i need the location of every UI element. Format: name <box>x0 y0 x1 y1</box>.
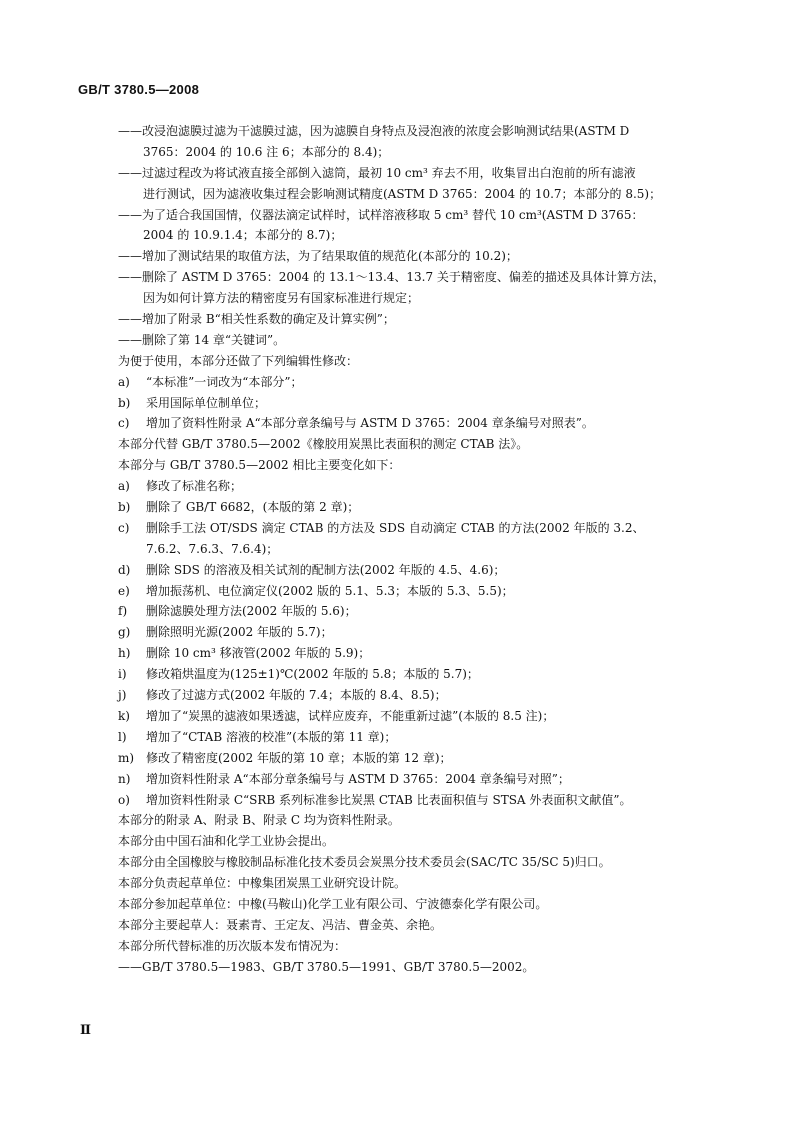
list-marker: k) <box>118 708 130 723</box>
change-item-line: 因为如何计算方法的精密度另有国家标准进行规定； <box>143 291 420 306</box>
replace-statement: 本部分代替 GB/T 3780.5—2002《橡胶用炭黑比表面积的测定 CTAB 法》。 <box>118 437 529 452</box>
list-marker: b) <box>118 395 131 410</box>
closing-paragraph: 本部分参加起草单位：中橡(马鞍山)化学工业有限公司、宁波德泰化学有限公司。 <box>118 896 548 911</box>
main-change-item <box>118 664 718 685</box>
editorial-item <box>118 372 718 393</box>
list-item-continuation: 7.6.2、7.6.3、7.6.4)； <box>146 541 279 556</box>
list-item-text: 增加资料性附录 A“本部分章条编号与 ASTM D 3765：2004 章条编号对照”； <box>146 771 570 786</box>
list-item-text: 增加振荡机、电位滴定仪(2002 版的 5.1、5.3；本版的 5.3、5.5)； <box>146 583 514 598</box>
list-item-text: 删除照明光源(2002 年版的 5.7)； <box>146 625 333 640</box>
list-item-text: 删除 SDS 的溶液及相关试剂的配制方法(2002 年版的 4.5、4.6)； <box>146 562 506 577</box>
document-body <box>118 121 718 978</box>
list-marker: l) <box>118 729 127 744</box>
list-item-text: 删除手工法 OT/SDS 滴定 CTAB 的方法及 SDS 自动滴定 CTAB 的方法(2002 年版的 3.2、 <box>146 520 645 535</box>
list-item-text: “本标准”一词改为“本部分”； <box>146 374 303 389</box>
closing-paragraph: 本部分所代替标准的历次版本发布情况为： <box>118 938 347 953</box>
page-number: Ⅱ <box>80 1023 91 1038</box>
change-item-line: 3765：2004 的 10.6 注 6；本部分的 8.4)； <box>143 144 390 159</box>
change-item-line: ——改浸泡滤膜过滤为干滤膜过滤，因为滤膜自身特点及浸泡液的浓度会影响测试结果(ASTM D <box>118 124 630 138</box>
main-change-item <box>118 476 718 497</box>
main-change-item <box>118 727 718 748</box>
list-item-text: 采用国际单位制单位； <box>146 395 267 410</box>
main-change-item <box>118 518 718 539</box>
main-change-item <box>118 643 718 664</box>
list-item-text: 增加了“CTAB 溶液的校准”(本版的第 11 章)； <box>146 729 397 744</box>
standard-number-header: GB/T 3780.5—2008 <box>78 82 200 97</box>
list-item-text: 修改了标准名称； <box>146 479 243 494</box>
main-changes-intro: 本部分与 GB/T 3780.5—2002 相比主要变化如下： <box>118 458 401 473</box>
list-marker: f) <box>118 604 128 619</box>
closing-paragraphs <box>118 810 718 956</box>
editorial-item <box>118 413 718 434</box>
list-marker: h) <box>118 646 131 661</box>
main-change-item <box>118 601 718 622</box>
list-marker: a) <box>118 374 130 389</box>
main-change-item <box>118 790 718 811</box>
change-item-line: ——增加了附录 B“相关性系数的确定及计算实例”； <box>118 312 395 327</box>
main-change-item <box>118 497 718 518</box>
list-marker: a) <box>118 479 130 494</box>
main-changes-list <box>118 476 718 810</box>
closing-paragraph: 本部分负责起草单位：中橡集团炭黑工业研究设计院。 <box>118 876 407 891</box>
list-item-text: 增加了“炭黑的滤液如果透滤，试样应废弃，不能重新过滤”(本版的 8.5 注)； <box>146 708 555 723</box>
list-marker: e) <box>118 583 130 598</box>
list-marker: n) <box>118 771 131 786</box>
change-item-line: ——增加了测试结果的取值方法，为了结果取值的规范化(本部分的 10.2)； <box>118 249 518 264</box>
change-item-line: ——删除了 ASTM D 3765：2004 的 13.1～13.4、13.7 关于精密度、偏差的描述及具体计算方法， <box>118 270 665 285</box>
list-item-text: 修改箱烘温度为(125±1)℃(2002 年版的 5.8；本版的 5.7)； <box>146 667 479 682</box>
list-item-text: 增加了资料性附录 A“本部分章条编号与 ASTM D 3765：2004 章条编号对照表”。 <box>146 416 594 431</box>
main-change-item <box>118 769 718 790</box>
closing-paragraph: 本部分的附录 A、附录 B、附录 C 均为资料性附录。 <box>118 813 400 828</box>
main-change-item <box>118 581 718 602</box>
editorial-item <box>118 393 718 414</box>
closing-paragraph: 本部分由中国石油和化学工业协会提出。 <box>118 834 335 849</box>
history-line: ——GB/T 3780.5—1983、GB/T 3780.5—1991、GB/T 3780.5—2002。 <box>118 959 535 974</box>
list-marker: b) <box>118 500 131 515</box>
list-item-text: 修改了过滤方式(2002 年版的 7.4；本版的 8.4、8.5)； <box>146 688 447 703</box>
changes-list <box>118 121 718 351</box>
editorial-list <box>118 372 718 435</box>
list-item-text: 删除了 GB/T 6682，(本版的第 2 章)； <box>146 500 360 515</box>
change-item-line: ——过滤过程改为将试液直接全部倒入滤筒，最初 10 cm³ 弃去不用，收集冒出白泡前的所有滤液 <box>118 165 636 180</box>
editorial-intro: 为便于使用，本部分还做了下列编辑性修改： <box>118 353 359 368</box>
main-change-item <box>118 748 718 769</box>
change-item-line: 进行测试，因为滤液收集过程会影响测试精度(ASTM D 3765：2004 的 10.7；本部分的 8.5)； <box>143 186 662 201</box>
list-item-text: 删除滤膜处理方法(2002 年版的 5.6)； <box>146 604 357 619</box>
list-item-text: 修改了精密度(2002 年版的第 10 章；本版的第 12 章)； <box>146 750 452 765</box>
main-change-item <box>118 685 718 706</box>
change-item-line: 2004 的 10.9.1.4；本部分的 8.7)； <box>143 228 343 243</box>
list-item-text: 增加资料性附录 C“SRB 系列标准参比炭黑 CTAB 比表面积值与 STSA 外表面积文献值”。 <box>146 792 632 807</box>
list-item-text: 删除 10 cm³ 移液管(2002 年版的 5.9)； <box>146 646 371 661</box>
list-marker: o) <box>118 792 130 807</box>
list-marker: d) <box>118 562 131 577</box>
list-marker: c) <box>118 520 130 535</box>
closing-paragraph: 本部分主要起草人：聂素青、王定友、冯洁、曹金英、余艳。 <box>118 917 443 932</box>
closing-paragraph: 本部分由全国橡胶与橡胶制品标准化技术委员会炭黑分技术委员会(SAC/TC 35/SC 5)归口。 <box>118 855 611 870</box>
list-marker: j) <box>118 688 127 703</box>
main-change-item <box>118 560 718 581</box>
list-marker: m) <box>118 750 135 765</box>
list-marker: c) <box>118 416 130 431</box>
main-change-item <box>118 622 718 643</box>
change-item-line: ——删除了第 14 章“关键词”。 <box>118 332 286 347</box>
list-marker: g) <box>118 625 131 640</box>
main-change-item <box>118 706 718 727</box>
change-item-line: ——为了适合我国国情，仪器法滴定试样时，试样溶液移取 5 cm³ 替代 10 cm³(ASTM D 3765： <box>118 207 644 222</box>
list-marker: i) <box>118 667 127 682</box>
